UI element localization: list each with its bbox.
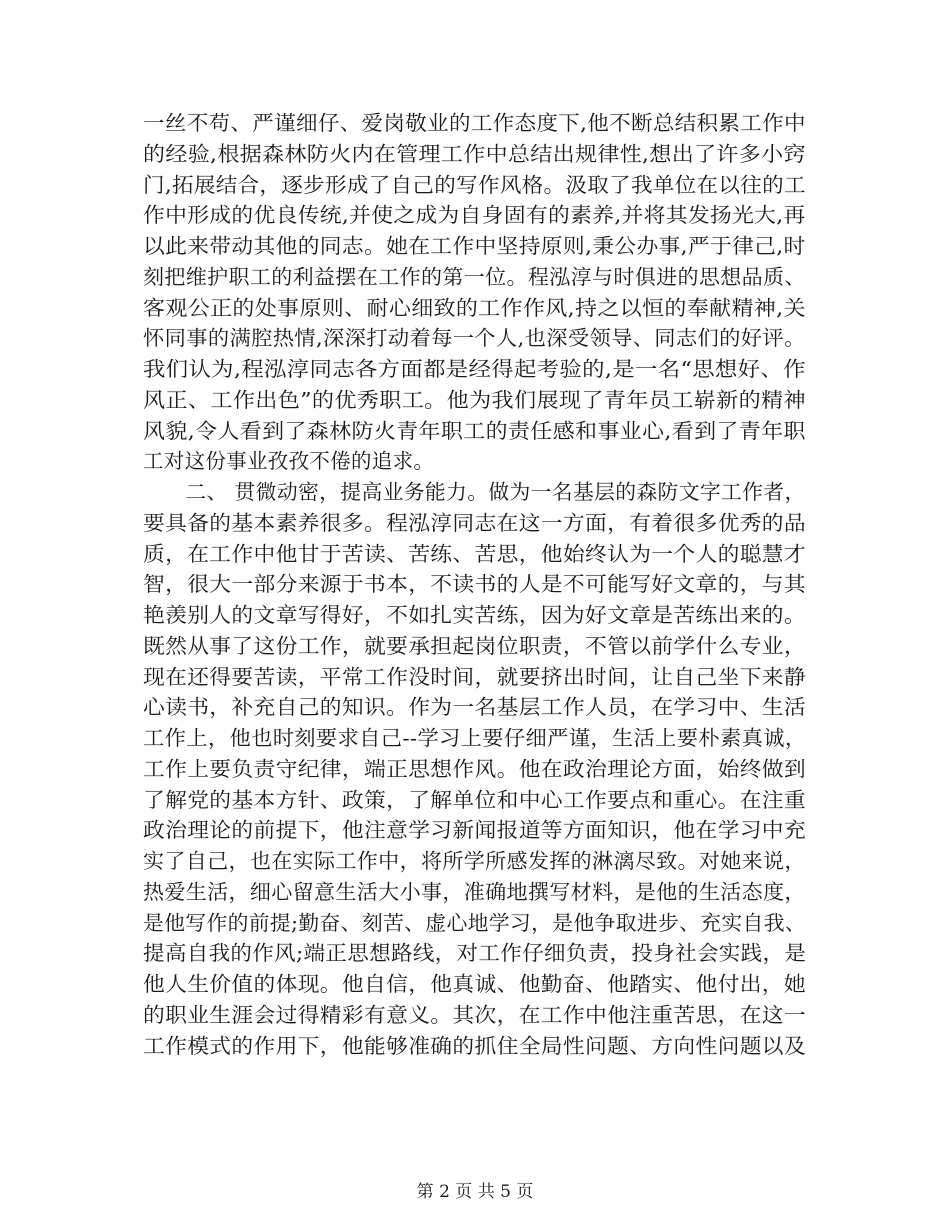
text-line: 刻把维护职工的利益摆在工作的第一位。程泓淳与时俱进的思想品质、	[143, 264, 806, 289]
section-heading-line: 二、 贯微动密，提高业务能力。做为一名基层的森防文字工作者，	[143, 480, 806, 504]
text-line: 客观公正的处事原则、耐心细致的工作作风,持之以恒的奉献精神,关	[143, 295, 806, 320]
text-line: 心读书，补充自己的知识。作为一名基层工作人员，在学习中、生活	[143, 695, 806, 720]
text-line: 作中形成的优良传统,并使之成为自身固有的素养,并将其发扬光大,再	[143, 203, 806, 228]
text-line: 风正、工作出色”的优秀职工。他为我们展现了青年员工崭新的精神	[143, 387, 806, 412]
text-line: 热爱生活，细心留意生活大小事，准确地撰写材料，是他的生活态度，	[143, 879, 806, 904]
text-line: 以此来带动其他的同志。她在工作中坚持原则,秉公办事,严于律己,时	[143, 234, 806, 258]
text-line: 要具备的基本素养很多。程泓淳同志在这一方面，有着很多优秀的品	[143, 510, 806, 535]
text-line: 门,拓展结合，逐步形成了自己的写作风格。汲取了我单位在以往的工	[143, 172, 806, 197]
text-line: 工作上要负责守纪律，端正思想作风。他在政治理论方面，始终做到	[143, 756, 806, 781]
text-line: 工作模式的作用下，他能够准确的抓住全局性问题、方向性问题以及	[143, 1033, 806, 1058]
text-line: 政治理论的前提下，他注意学习新闻报道等方面知识，他在学习中充	[143, 818, 806, 843]
text-line: 一丝不苟、严谨细仔、爱岗敬业的工作态度下,他不断总结积累工作中	[143, 111, 806, 135]
text-line: 的职业生涯会过得精彩有意义。其次，在工作中他注重苦思，在这一	[143, 1002, 806, 1027]
text-line: 怀同事的满腔热情,深深打动着每一个人,也深受领导、同志们的好评。	[143, 326, 806, 351]
page-number-footer: 第 2 页 共 5 页	[416, 1182, 534, 1202]
text-line: 了解党的基本方针、政策，了解单位和中心工作要点和重心。在注重	[143, 787, 806, 812]
text-line: 智，很大一部分来源于书本，不读书的人是不可能写好文章的，与其	[143, 572, 806, 597]
text-line: 既然从事了这份工作，就要承担起岗位职责，不管以前学什么专业，	[143, 633, 806, 658]
text-line: 工对这份事业孜孜不倦的追求。	[143, 449, 435, 474]
text-line: 是他写作的前提;勤奋、刻苦、虚心地学习，是他争取进步、充实自我、	[143, 910, 807, 935]
text-line: 实了自己，也在实际工作中，将所学所感发挥的淋漓尽致。对她来说，	[143, 849, 806, 873]
text-line: 风貌,令人看到了森林防火青年职工的责任感和事业心,看到了青年职	[143, 418, 806, 443]
text-line: 现在还得要苦读，平常工作没时间，就要挤出时间，让自己坐下来静	[143, 664, 806, 689]
text-line: 提高自我的作风;端正思想路线，对工作仔细负责，投身社会实践，是	[143, 941, 807, 966]
text-line: 我们认为,程泓淳同志各方面都是经得起考验的,是一名“思想好、作	[143, 357, 806, 381]
text-line: 工作上，他也时刻要求自己--学习上要仔细严谨，生活上要朴素真诚，	[143, 726, 807, 750]
text-line: 他人生价值的体现。他自信，他真诚、他勤奋、他踏实、他付出，她	[143, 972, 806, 996]
text-line: 艳羡别人的文章写得好，不如扎实苦练，因为好文章是苦练出来的。	[143, 603, 806, 627]
text-line: 质，在工作中他甘于苦读、苦练、苦思，他始终认为一个人的聪慧才	[143, 541, 806, 566]
text-line: 的经验,根据森林防火内在管理工作中总结出规律性,想出了许多小窍	[143, 141, 806, 166]
